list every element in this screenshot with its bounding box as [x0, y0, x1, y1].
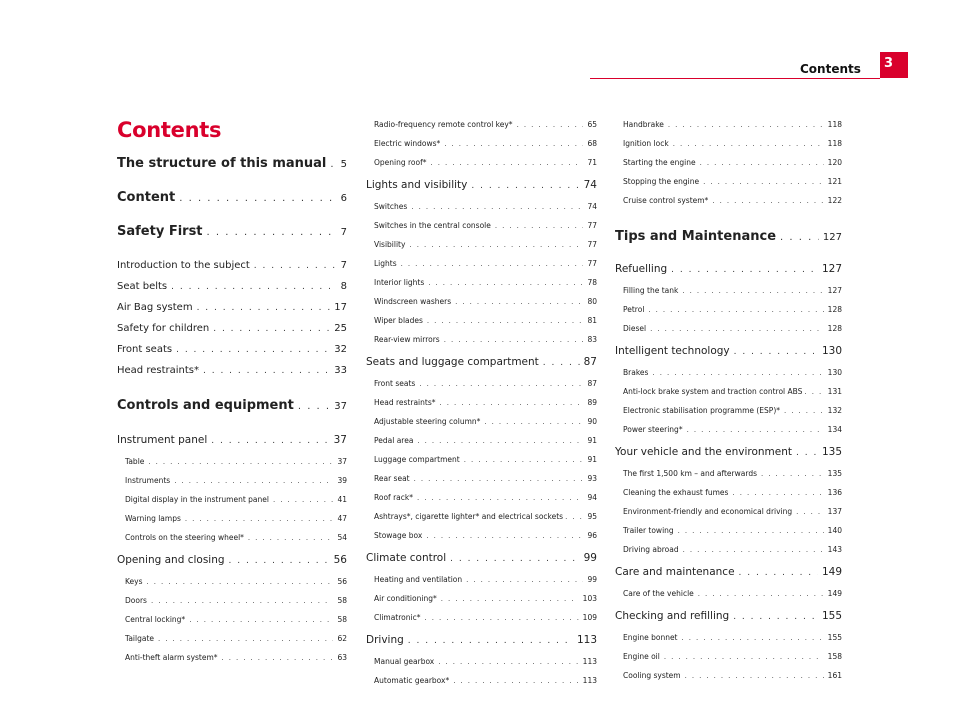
toc-entry-checking[interactable]: Checking and refilling . . . 155	[615, 610, 842, 633]
toc-subentry[interactable]: Petrol . . . 128	[615, 305, 842, 324]
toc-subentry[interactable]: Climatronic* . . . 109	[366, 613, 597, 632]
toc-entry-refuelling[interactable]: Refuelling . . . 127	[615, 263, 842, 286]
toc-subentry[interactable]: Diesel . . . 128	[615, 324, 842, 343]
toc-subentry[interactable]: Adjustable steering column* . . . 90	[366, 417, 597, 436]
toc-subentry[interactable]: Ignition lock . . . 118	[615, 139, 842, 158]
toc-subentry[interactable]: Electric windows* . . . 68	[366, 139, 597, 158]
toc-subentry[interactable]: Trailer towing . . . 140	[615, 526, 842, 545]
toc-subentry[interactable]: Windscreen washers . . . 80	[366, 297, 597, 316]
toc-subentry[interactable]: Power steering* . . . 134	[615, 425, 842, 444]
toc-subentry[interactable]: Instruments . . . 39	[117, 476, 347, 495]
toc-subentry[interactable]: Central locking* . . . 58	[117, 615, 347, 634]
toc-subentry[interactable]: Table . . . 37	[117, 457, 347, 476]
toc-subentry[interactable]: Manual gearbox . . . 113	[366, 657, 597, 676]
toc-entry-tips[interactable]: Tips and Maintenance . . . 127	[615, 229, 842, 261]
toc-entry-structure[interactable]: The structure of this manual . . . 5	[117, 156, 347, 190]
toc-entry-safety-first[interactable]: Safety First . . . 7	[117, 224, 347, 260]
toc-title: Contents	[117, 118, 222, 142]
toc-subentry[interactable]: Controls on the steering wheel* . . . 54	[117, 533, 347, 552]
toc-subentry[interactable]: Radio-frequency remote control key* . . . 65	[366, 120, 597, 139]
toc-subentry[interactable]: Switches in the central console . . . 77	[366, 221, 597, 240]
toc-entry-content[interactable]: Content . . . 6	[117, 190, 347, 224]
toc-subentry[interactable]: Electronic stabilisation programme (ESP)* . . . 132	[615, 406, 842, 425]
toc-subentry[interactable]: Keys . . . 56	[117, 577, 347, 596]
toc-subentry[interactable]: Filling the tank . . . 127	[615, 286, 842, 305]
toc-subentry[interactable]: Environment-friendly and economical driving . . . 137	[615, 507, 842, 526]
toc-subentry[interactable]: Warning lamps . . . 47	[117, 514, 347, 533]
toc-entry[interactable]: Introduction to the subject . . . 7	[117, 260, 347, 281]
toc-subentry[interactable]: Wiper blades . . . 81	[366, 316, 597, 335]
toc-column-3	[615, 120, 842, 690]
toc-subentry[interactable]: Driving abroad . . . 143	[615, 545, 842, 564]
toc-subentry[interactable]: Digital display in the instrument panel . . . 41	[117, 495, 347, 514]
toc-subentry[interactable]: Cooling system . . . 161	[615, 671, 842, 690]
toc-column-2	[366, 120, 597, 695]
toc-subentry[interactable]: Ashtrays*, cigarette lighter* and electrical sockets . . . 95	[366, 512, 597, 531]
toc-subentry[interactable]: Roof rack* . . . 94	[366, 493, 597, 512]
toc-subentry[interactable]: Engine bonnet . . . 155	[615, 633, 842, 652]
toc-subentry[interactable]: Anti-lock brake system and traction control ABS . . . 131	[615, 387, 842, 406]
toc-entry-opening[interactable]: Opening and closing . . . 56	[117, 554, 347, 577]
toc-subentry[interactable]: Luggage compartment . . . 91	[366, 455, 597, 474]
running-header-title: Contents	[800, 62, 861, 76]
toc-entry[interactable]: Front seats . . . 32	[117, 344, 347, 365]
toc-subentry[interactable]: Handbrake . . . 118	[615, 120, 842, 139]
toc-entry[interactable]: Head restraints* . . . 33	[117, 365, 347, 386]
toc-subentry[interactable]: Switches . . . 74	[366, 202, 597, 221]
toc-entry-seats[interactable]: Seats and luggage compartment . . . 87	[366, 356, 597, 379]
toc-subentry[interactable]: Pedal area . . . 91	[366, 436, 597, 455]
header-rule	[590, 78, 880, 79]
toc-subentry[interactable]: Automatic gearbox* . . . 113	[366, 676, 597, 695]
toc-subentry[interactable]: Interior lights . . . 78	[366, 278, 597, 297]
toc-column-1	[117, 152, 347, 672]
toc-entry[interactable]: Safety for children . . . 25	[117, 323, 347, 344]
toc-subentry[interactable]: Engine oil . . . 158	[615, 652, 842, 671]
toc-entry-intelligent[interactable]: Intelligent technology . . . 130	[615, 345, 842, 368]
toc-subentry[interactable]: Anti-theft alarm system* . . . 63	[117, 653, 347, 672]
toc-entry[interactable]: Air Bag system . . . 17	[117, 302, 347, 323]
toc-entry-lights[interactable]: Lights and visibility . . . 74	[366, 179, 597, 202]
toc-subentry[interactable]: Care of the vehicle . . . 149	[615, 589, 842, 608]
toc-subentry[interactable]: Tailgate . . . 62	[117, 634, 347, 653]
toc-subentry[interactable]: Starting the engine . . . 120	[615, 158, 842, 177]
toc-subentry[interactable]: Heating and ventilation . . . 99	[366, 575, 597, 594]
toc-entry-controls[interactable]: Controls and equipment . . . 37	[117, 398, 347, 432]
toc-subentry[interactable]: Rear seat . . . 93	[366, 474, 597, 493]
toc-entry-care[interactable]: Care and maintenance . . . 149	[615, 566, 842, 589]
toc-subentry[interactable]: Doors . . . 58	[117, 596, 347, 615]
toc-subentry[interactable]: Visibility . . . 77	[366, 240, 597, 259]
toc-subentry[interactable]: Lights . . . 77	[366, 259, 597, 278]
toc-subentry[interactable]: Stopping the engine . . . 121	[615, 177, 842, 196]
toc-entry-instrument-panel[interactable]: Instrument panel . . . 37	[117, 434, 347, 457]
toc-subentry[interactable]: Cleaning the exhaust fumes . . . 136	[615, 488, 842, 507]
toc-subentry[interactable]: Brakes . . . 130	[615, 368, 842, 387]
toc-subentry[interactable]: The first 1,500 km – and afterwards . . . 135	[615, 469, 842, 488]
toc-subentry[interactable]: Air conditioning* . . . 103	[366, 594, 597, 613]
toc-subentry[interactable]: Opening roof* . . . 71	[366, 158, 597, 177]
toc-subentry[interactable]: Front seats . . . 87	[366, 379, 597, 398]
toc-entry-environment[interactable]: Your vehicle and the environment . . . 135	[615, 446, 842, 469]
toc-entry-climate[interactable]: Climate control . . . 99	[366, 552, 597, 575]
toc-subentry[interactable]: Stowage box . . . 96	[366, 531, 597, 550]
toc-subentry[interactable]: Rear-view mirrors . . . 83	[366, 335, 597, 354]
page-number-badge: 3	[880, 52, 908, 78]
toc-entry-driving[interactable]: Driving . . . 113	[366, 634, 597, 657]
toc-entry[interactable]: Seat belts . . . 8	[117, 281, 347, 302]
toc-subentry[interactable]: Cruise control system* . . . 122	[615, 196, 842, 215]
toc-subentry[interactable]: Head restraints* . . . 89	[366, 398, 597, 417]
